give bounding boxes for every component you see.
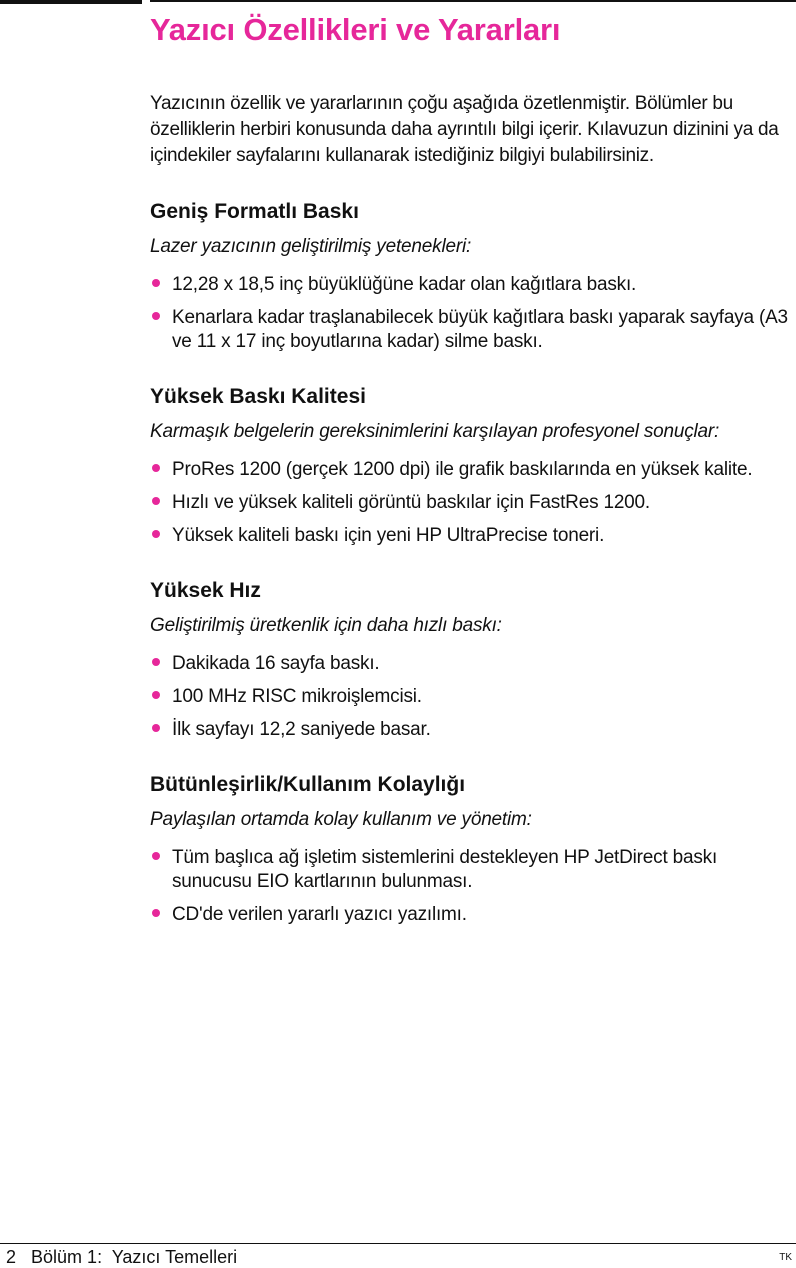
footer-page-number: 2 <box>6 1247 17 1267</box>
bullet-item <box>150 685 796 709</box>
sections-container <box>150 199 796 927</box>
bullet-item <box>150 718 796 742</box>
section-heading: Yüksek Hız <box>150 579 261 602</box>
bullet-text: Yüksek kaliteli baskı için yeni HP UltraPrecise toneri. <box>172 525 605 546</box>
bullet-dot-icon <box>152 691 160 699</box>
footer-rule <box>0 1243 796 1244</box>
bullet-dot-icon <box>152 312 160 320</box>
section-heading: Geniş Formatlı Baskı <box>150 200 359 223</box>
bullet-dot-icon <box>152 279 160 287</box>
bullet-list <box>150 458 796 548</box>
bullet-text: ProRes 1200 (gerçek 1200 dpi) ile grafik baskılarında en yüksek kalite. <box>172 459 753 480</box>
section-heading: Bütünleşirlik/Kullanım Kolaylığı <box>150 773 466 796</box>
footer-left <box>6 1247 237 1267</box>
bullet-list <box>150 273 796 354</box>
bullet-text: Hızlı ve yüksek kaliteli görüntü baskılar için FastRes 1200. <box>172 492 650 513</box>
bullet-dot-icon <box>152 852 160 860</box>
bullet-item <box>150 458 796 482</box>
bullet-item <box>150 652 796 676</box>
footer-language-code: TK <box>779 1252 792 1263</box>
bullet-text: 100 MHz RISC mikroişlemcisi. <box>172 686 422 707</box>
bullet-dot-icon <box>152 724 160 732</box>
bullet-item <box>150 491 796 515</box>
section-subtitle: Lazer yazıcının geliştirilmiş yetenekleri: <box>150 236 472 257</box>
intro-paragraph: Yazıcının özellik ve yararlarının çoğu aşağıda özetlenmiştir. Bölümler bu özelliklerin herbiri konusunda daha ayrıntılı bilgi içerir. Kılavuzun dizinini ya da içindekiler sayfalarını kullanarak istediğiniz bilgiyi bulabilirsiniz. <box>150 93 779 166</box>
bullet-text: Kenarlara kadar traşlanabilecek büyük kağıtlara baskı yaparak sayfaya (A3 ve 11 x 17 inç boyutlarına kadar) silme baskı. <box>172 307 788 352</box>
section-subtitle: Paylaşılan ortamda kolay kullanım ve yönetim: <box>150 809 532 830</box>
footer-chapter: Bölüm 1: Yazıcı Temelleri <box>31 1247 238 1267</box>
bullet-item <box>150 273 796 297</box>
bullet-dot-icon <box>152 658 160 666</box>
bullet-item <box>150 524 796 548</box>
bullet-dot-icon <box>152 497 160 505</box>
bullet-text: Tüm başlıca ağ işletim sistemlerini destekleyen HP JetDirect baskı sunucusu EIO kartlarının bulunması. <box>172 847 718 892</box>
bullet-item <box>150 903 796 927</box>
page-content <box>150 91 796 927</box>
bullet-list <box>150 652 796 742</box>
bullet-text: İlk sayfayı 12,2 saniyede basar. <box>172 719 431 740</box>
section-heading: Yüksek Baskı Kalitesi <box>150 385 366 408</box>
section-subtitle: Geliştirilmiş üretkenlik için daha hızlı baskı: <box>150 615 502 636</box>
section-subtitle: Karmaşık belgelerin gereksinimlerini karşılayan profesyonel sonuçlar: <box>150 421 720 442</box>
bullet-text: Dakikada 16 sayfa baskı. <box>172 653 380 674</box>
bullet-item <box>150 306 796 354</box>
bullet-list <box>150 846 796 927</box>
top-rule-left <box>0 0 142 4</box>
bullet-dot-icon <box>152 464 160 472</box>
top-rule-right <box>150 0 796 2</box>
bullet-dot-icon <box>152 909 160 917</box>
bullet-item <box>150 846 796 894</box>
bullet-text: CD'de verilen yararlı yazıcı yazılımı. <box>172 904 467 925</box>
bullet-text: 12,28 x 18,5 inç büyüklüğüne kadar olan kağıtlara baskı. <box>172 274 637 295</box>
page-title: Yazıcı Özellikleri ve Yararları <box>150 12 561 47</box>
bullet-dot-icon <box>152 530 160 538</box>
